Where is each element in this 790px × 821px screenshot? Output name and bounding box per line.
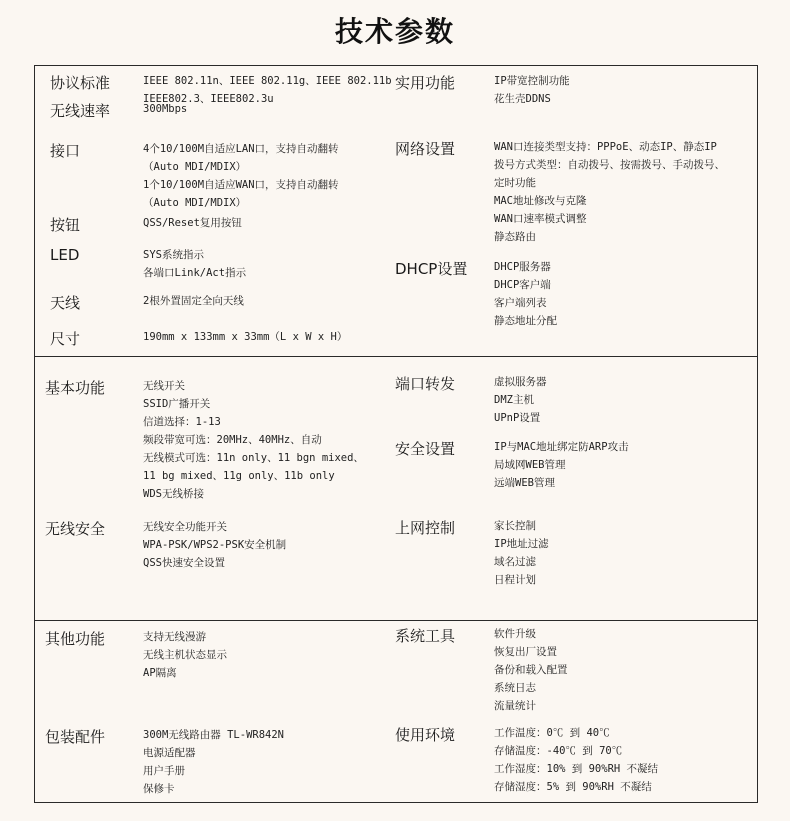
- spec-value-line: 各端口Link/Act指示: [143, 267, 247, 279]
- spec-value-line: 无线开关: [143, 380, 185, 392]
- spec-value-line: 4个10/100M自适应LAN口，支持自动翻转: [143, 143, 339, 155]
- spec-value-line: WPA-PSK/WPS2-PSK安全机制: [143, 539, 287, 551]
- spec-value-line: 电源适配器: [143, 747, 196, 759]
- spec-value-line: 300Mbps: [143, 103, 188, 115]
- spec-value-line: UPnP设置: [494, 412, 541, 424]
- spec-value-line: WAN口速率模式调整: [494, 213, 587, 225]
- spec-value: [143, 377, 364, 503]
- spec-value-line: 日程计划: [494, 574, 536, 586]
- spec-value: [143, 628, 227, 682]
- spec-value-line: QSS/Reset复用按钮: [143, 217, 242, 229]
- spec-label: 天线: [50, 294, 81, 312]
- spec-value: [494, 625, 568, 715]
- spec-value-line: 2根外置固定全向天线: [143, 295, 244, 307]
- section-divider: [34, 356, 758, 357]
- spec-value-line: 用户手册: [143, 765, 185, 777]
- spec-value-line: QSS快速安全设置: [143, 557, 225, 569]
- spec-value: [494, 724, 658, 796]
- spec-value-line: 客户端列表: [494, 297, 547, 309]
- spec-label: 无线速率: [50, 102, 111, 120]
- spec-label: 按钮: [50, 216, 81, 234]
- spec-value-line: 花生壳DDNS: [494, 93, 551, 105]
- spec-value-line: 系统日志: [494, 682, 536, 694]
- spec-label: LED: [50, 246, 80, 264]
- spec-value-line: WDS无线桥接: [143, 488, 204, 500]
- spec-value-line: 域名过滤: [494, 556, 536, 568]
- spec-value: [143, 214, 242, 232]
- spec-value-line: 无线安全功能开关: [143, 521, 227, 533]
- spec-label: 接口: [50, 142, 81, 160]
- spec-value-line: 无线主机状态显示: [143, 649, 227, 661]
- spec-value: [494, 138, 725, 246]
- spec-label: 使用环境: [395, 726, 456, 744]
- spec-value-line: 信道选择：1-13: [143, 416, 221, 428]
- spec-value: [143, 518, 286, 572]
- spec-value-line: DHCP服务器: [494, 261, 551, 273]
- spec-value-line: 家长控制: [494, 520, 536, 532]
- spec-value-line: 支持无线漫游: [143, 631, 206, 643]
- spec-label: 基本功能: [45, 379, 106, 397]
- spec-label: 上网控制: [395, 519, 456, 537]
- spec-value-line: 软件升级: [494, 628, 536, 640]
- spec-value-line: 1个10/100M自适应WAN口，支持自动翻转: [143, 179, 339, 191]
- section-divider: [34, 620, 758, 621]
- spec-label: 系统工具: [395, 627, 456, 645]
- spec-value-line: AP隔离: [143, 667, 177, 679]
- spec-label: 其他功能: [45, 630, 106, 648]
- spec-value: [143, 100, 187, 118]
- spec-value-line: 拨号方式类型：自动拨号、按需拨号、手动拨号、: [494, 159, 725, 171]
- spec-label: 端口转发: [395, 375, 456, 393]
- spec-value: [494, 373, 547, 427]
- spec-value: [143, 328, 347, 346]
- spec-value-line: 11 bg mixed、11g only、11b only: [143, 470, 335, 482]
- spec-value-line: 存储湿度：5% 到 90%RH 不凝结: [494, 781, 652, 793]
- spec-value-line: 静态地址分配: [494, 315, 557, 327]
- spec-value: [143, 246, 246, 282]
- spec-label: 安全设置: [395, 440, 456, 458]
- spec-value-line: 190mm x 133mm x 33mm（L x W x H）: [143, 331, 348, 343]
- spec-label: 协议标准: [50, 74, 111, 92]
- spec-value: [494, 517, 549, 589]
- spec-value-line: 恢复出厂设置: [494, 646, 557, 658]
- spec-label: 实用功能: [395, 74, 456, 92]
- spec-value-line: 流量统计: [494, 700, 536, 712]
- spec-value-line: 频段带宽可选：20MHz、40MHz、自动: [143, 434, 322, 446]
- spec-value-line: 300M无线路由器 TL-WR842N: [143, 729, 285, 741]
- spec-label: 包装配件: [45, 728, 106, 746]
- spec-value-line: IEEE802.3、IEEE802.3u: [143, 93, 274, 105]
- spec-value-line: WAN口连接类型支持：PPPoE、动态IP、静态IP: [494, 141, 717, 153]
- spec-value-line: （Auto MDI/MDIX）: [143, 161, 247, 173]
- spec-value-line: 远端WEB管理: [494, 477, 555, 489]
- spec-value-line: DHCP客户端: [494, 279, 551, 291]
- spec-value-line: 备份和载入配置: [494, 664, 568, 676]
- spec-value-line: SSID广播开关: [143, 398, 211, 410]
- spec-value-line: IP与MAC地址绑定防ARP攻击: [494, 441, 629, 453]
- spec-value: [143, 292, 244, 310]
- spec-value-line: （Auto MDI/MDIX）: [143, 197, 247, 209]
- page-title: 技术参数: [334, 15, 455, 48]
- spec-label: DHCP设置: [395, 260, 468, 278]
- spec-value-line: 静态路由: [494, 231, 536, 243]
- spec-value: [143, 726, 284, 798]
- spec-label: 网络设置: [395, 140, 456, 158]
- spec-value: [494, 72, 570, 108]
- spec-value-line: 存储温度：-40℃ 到 70℃: [494, 745, 623, 757]
- spec-value-line: MAC地址修改与克隆: [494, 195, 587, 207]
- spec-value-line: IP带宽控制功能: [494, 75, 570, 87]
- spec-value-line: IEEE 802.11n、IEEE 802.11g、IEEE 802.11b: [143, 75, 392, 87]
- spec-value-line: IP地址过滤: [494, 538, 549, 550]
- spec-value-line: 虚拟服务器: [494, 376, 547, 388]
- spec-value: [494, 438, 629, 492]
- spec-value: [143, 140, 339, 212]
- spec-value-line: 工作湿度：10% 到 90%RH 不凝结: [494, 763, 659, 775]
- spec-value-line: 局域网WEB管理: [494, 459, 566, 471]
- spec-value-line: 保修卡: [143, 783, 175, 795]
- spec-value-line: 工作温度：0℃ 到 40℃: [494, 727, 610, 739]
- spec-value-line: DMZ主机: [494, 394, 534, 406]
- spec-value-line: 无线模式可选：11n only、11 bgn mixed、: [143, 452, 364, 464]
- spec-label: 尺寸: [50, 330, 81, 348]
- spec-value-line: SYS系统指示: [143, 249, 204, 261]
- spec-label: 无线安全: [45, 520, 106, 538]
- spec-value: [494, 258, 557, 330]
- spec-value-line: 定时功能: [494, 177, 536, 189]
